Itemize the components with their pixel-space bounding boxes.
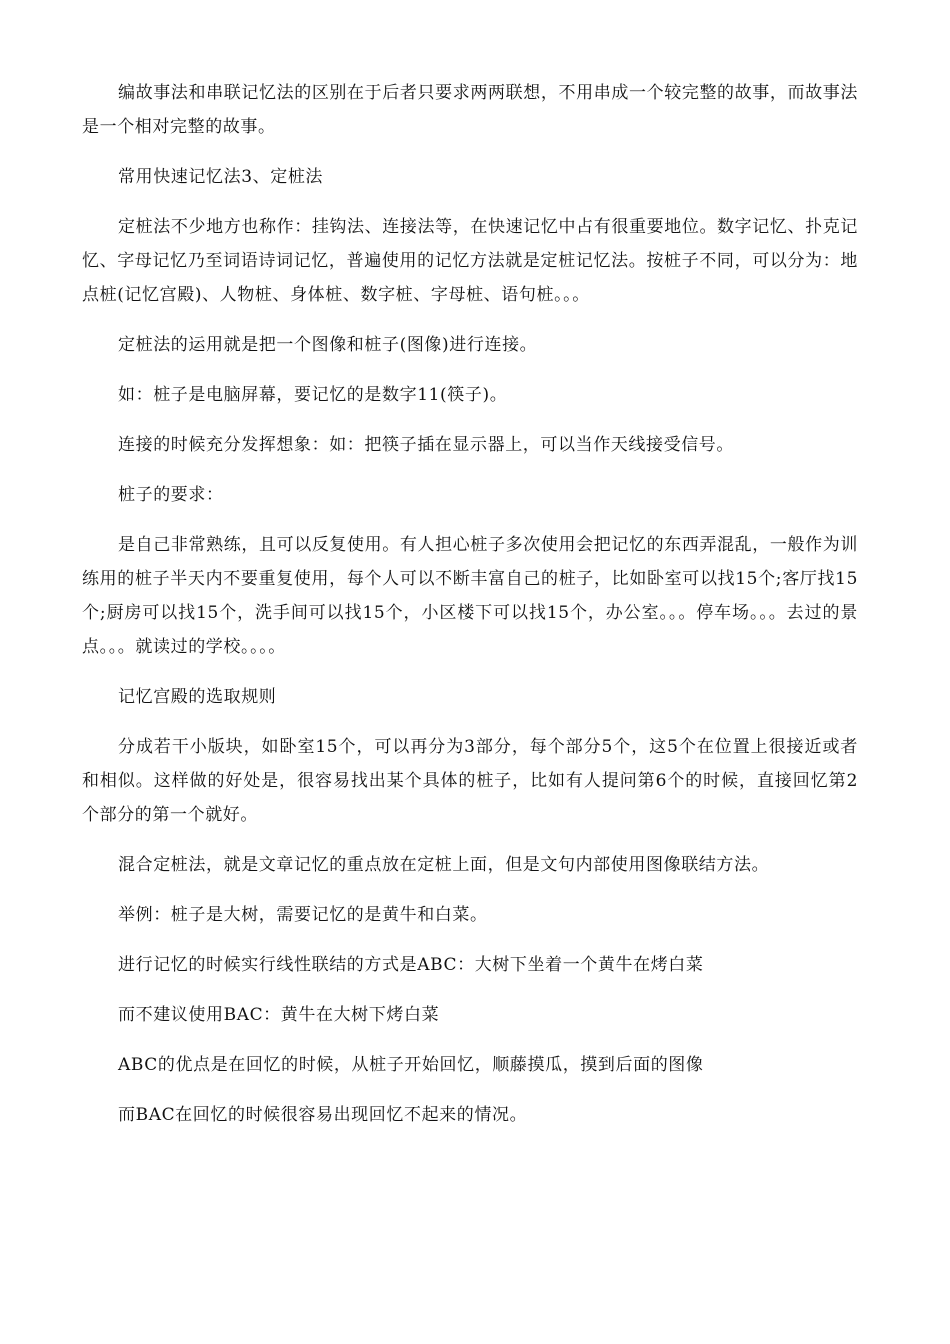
paragraph-6: 连接的时候充分发挥想象：如：把筷子插在显示器上，可以当作天线接受信号。 (118, 435, 734, 455)
paragraph-11: 混合定桩法，就是文章记忆的重点放在定桩上面，但是文句内部使用图像联结方法。 (118, 855, 770, 875)
paragraph-14: 而不建议使用BAC：黄牛在大树下烤白菜 (118, 1005, 440, 1025)
section-heading-method-3: 常用快速记忆法3、定桩法 (118, 167, 324, 187)
subheading-memory-palace-rules: 记忆宫殿的选取规则 (118, 687, 277, 707)
paragraph-5: 如：桩子是电脑屏幕，要记忆的是数字11(筷子)。 (118, 385, 508, 405)
paragraph-1: 编故事法和串联记忆法的区别在于后者只要求两两联想，不用串成一个较完整的故事，而故事法是一个相对完整的故事。 (82, 83, 858, 137)
paragraph-8: 是自己非常熟练，且可以反复使用。有人担心桩子多次使用会把记忆的东西弄混乱，一般作为训练用的桩子半天内不要重复使用，每个人可以不断丰富自己的桩子，比如卧室可以找15个;客厅找15个;厨房可以找15个，洗手间可以找15个，小区楼下可以找15个，办公室。。。停车场。。。去过的景点。。。就读过的学校。。。。 (82, 535, 858, 657)
paragraph-12: 举例：桩子是大树，需要记忆的是黄牛和白菜。 (118, 905, 488, 925)
paragraph-16: 而BAC在回忆的时候很容易出现回忆不起来的情况。 (118, 1105, 528, 1125)
paragraph-4: 定桩法的运用就是把一个图像和桩子(图像)进行连接。 (118, 335, 538, 355)
paragraph-13: 进行记忆的时候实行线性联结的方式是ABC：大树下坐着一个黄牛在烤白菜 (118, 955, 704, 975)
document-body (82, 76, 858, 1132)
paragraph-15: ABC的优点是在回忆的时候，从桩子开始回忆，顺藤摸瓜，摸到后面的图像 (118, 1055, 704, 1075)
paragraph-10: 分成若干小版块，如卧室15个，可以再分为3部分，每个部分5个，这5个在位置上很接近或者和相似。这样做的好处是，很容易找出某个具体的桩子，比如有人提问第6个的时候，直接回忆第2个部分的第一个就好。 (82, 737, 858, 825)
subheading-peg-requirements: 桩子的要求： (118, 485, 224, 505)
paragraph-3: 定桩法不少地方也称作：挂钩法、连接法等，在快速记忆中占有很重要地位。数字记忆、扑克记忆、字母记忆乃至词语诗词记忆，普遍使用的记忆方法就是定桩记忆法。按桩子不同，可以分为：地点桩(记忆宫殿)、人物桩、身体桩、数字桩、字母桩、语句桩。。。 (82, 217, 858, 305)
